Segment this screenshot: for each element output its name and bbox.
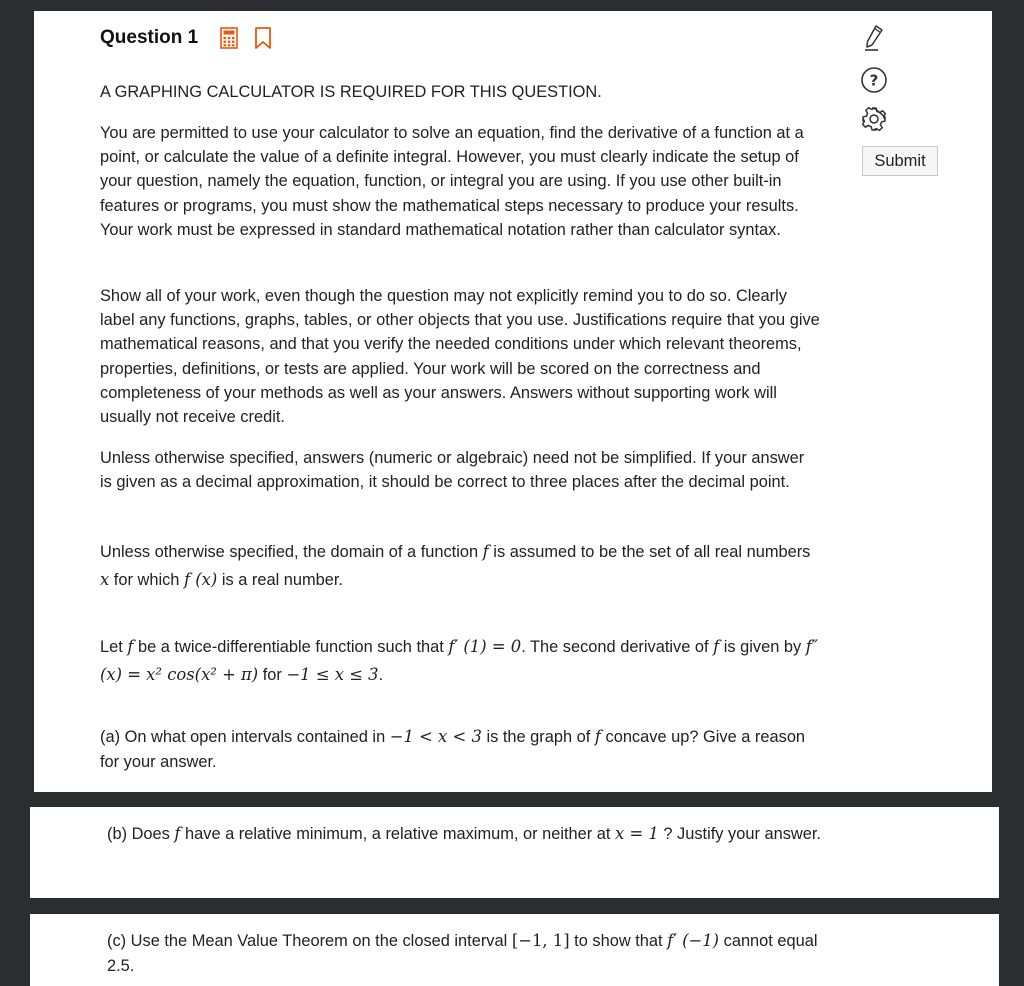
math-expression: [−1, 1] [511,931,570,950]
math-expression: −1 ≤ x ≤ 3 [286,665,379,684]
stem-text: be a twice-differentiable function such that [133,638,449,656]
question-stem [100,633,820,689]
part-c-text: (c) Use the Mean Value Theorem on the closed interval [107,932,512,950]
instruction-paragraph-1: You are permitted to use your calculator to solve an equation, find the derivative of a function at a point, or calculate the value of a definite integral. However, you must clearly indicate the setup of your question, namely the equation, function, or integral you are using. If you use other built-in features or programs, you must show the mathematical steps necessary to produce your results. Your work must be expressed in standard mathematical notation rather than calculator syntax. [100,124,804,239]
math-expression: f [127,637,134,656]
stem-text: is given by [719,638,806,656]
domain-note [100,538,820,594]
instruction-paragraph-3: Unless otherwise specified, answers (numeric or algebraic) need not be simplified. If your answer is given as a decimal approximation, it should be correct to three places after the decimal point. [100,449,805,492]
domain-note-text: is a real number. [217,571,343,589]
pencil-icon[interactable] [862,24,886,57]
calculator-icon[interactable] [220,27,238,49]
part-c-text: to show that [569,932,668,950]
domain-note-text: is assumed to be the set of all real numbers [488,543,811,561]
math-expression: f [174,824,181,843]
math-expression: f′ (1) = 0 [448,637,522,656]
domain-note-text: Unless otherwise specified, the domain of a function [100,543,483,561]
math-expression: f′ (−1) [667,931,720,950]
math-expression: f [713,637,720,656]
part-c [107,928,827,979]
math-expression: −1 < x < 3 [389,727,482,746]
stem-text: . The second derivative of [521,638,714,656]
part-b-text: ? Justify your answer. [658,825,821,843]
part-a [100,724,820,775]
math-expression: x [100,570,110,589]
part-c-text: cannot equal 2.5. [107,932,818,975]
submit-button[interactable]: Submit [862,146,938,176]
question-title: Question 1 [100,27,199,48]
stem-text: . [378,666,384,684]
settings-icon[interactable] [860,105,888,138]
bookmark-icon[interactable] [254,26,272,50]
stem-text: for [258,666,287,684]
part-b-text: (b) Does [107,825,175,843]
part-a-text: is the graph of [481,728,595,746]
math-expression: f [594,727,601,746]
instruction-paragraph-2: Show all of your work, even though the question may not explicitly remind you to do so. Clearly label any functions, graphs, tables, or other objects that you use. Justifications require that you give mathematical reasons, and that you verify the needed conditions under which relevant theorems, properties, definitions, or tests are applied. Your work will be scored on the correctness and completeness of your methods as well as your answers. Answers without supporting work will usually not receive credit. [100,287,820,427]
part-b [107,821,827,847]
math-expression: f [482,542,489,561]
stem-text: Let [100,638,128,656]
svg-text:?: ? [869,71,879,90]
top-strip [0,0,1024,10]
help-icon[interactable] [860,66,888,99]
math-expression: f″ (x) = x² cos(x² + π) [100,637,818,684]
domain-note-text: for which [109,571,184,589]
part-a-text: (a) On what open intervals contained in [100,728,390,746]
part-b-text: have a relative minimum, a relative maximum, or neither at [180,825,615,843]
part-a-text: concave up? Give a reason for your answer. [100,728,806,771]
math-expression: f (x) [183,570,218,589]
math-expression: x = 1 [615,824,659,843]
question-header [100,26,272,50]
calculator-required-notice: A GRAPHING CALCULATOR IS REQUIRED FOR THIS QUESTION. [100,83,602,101]
